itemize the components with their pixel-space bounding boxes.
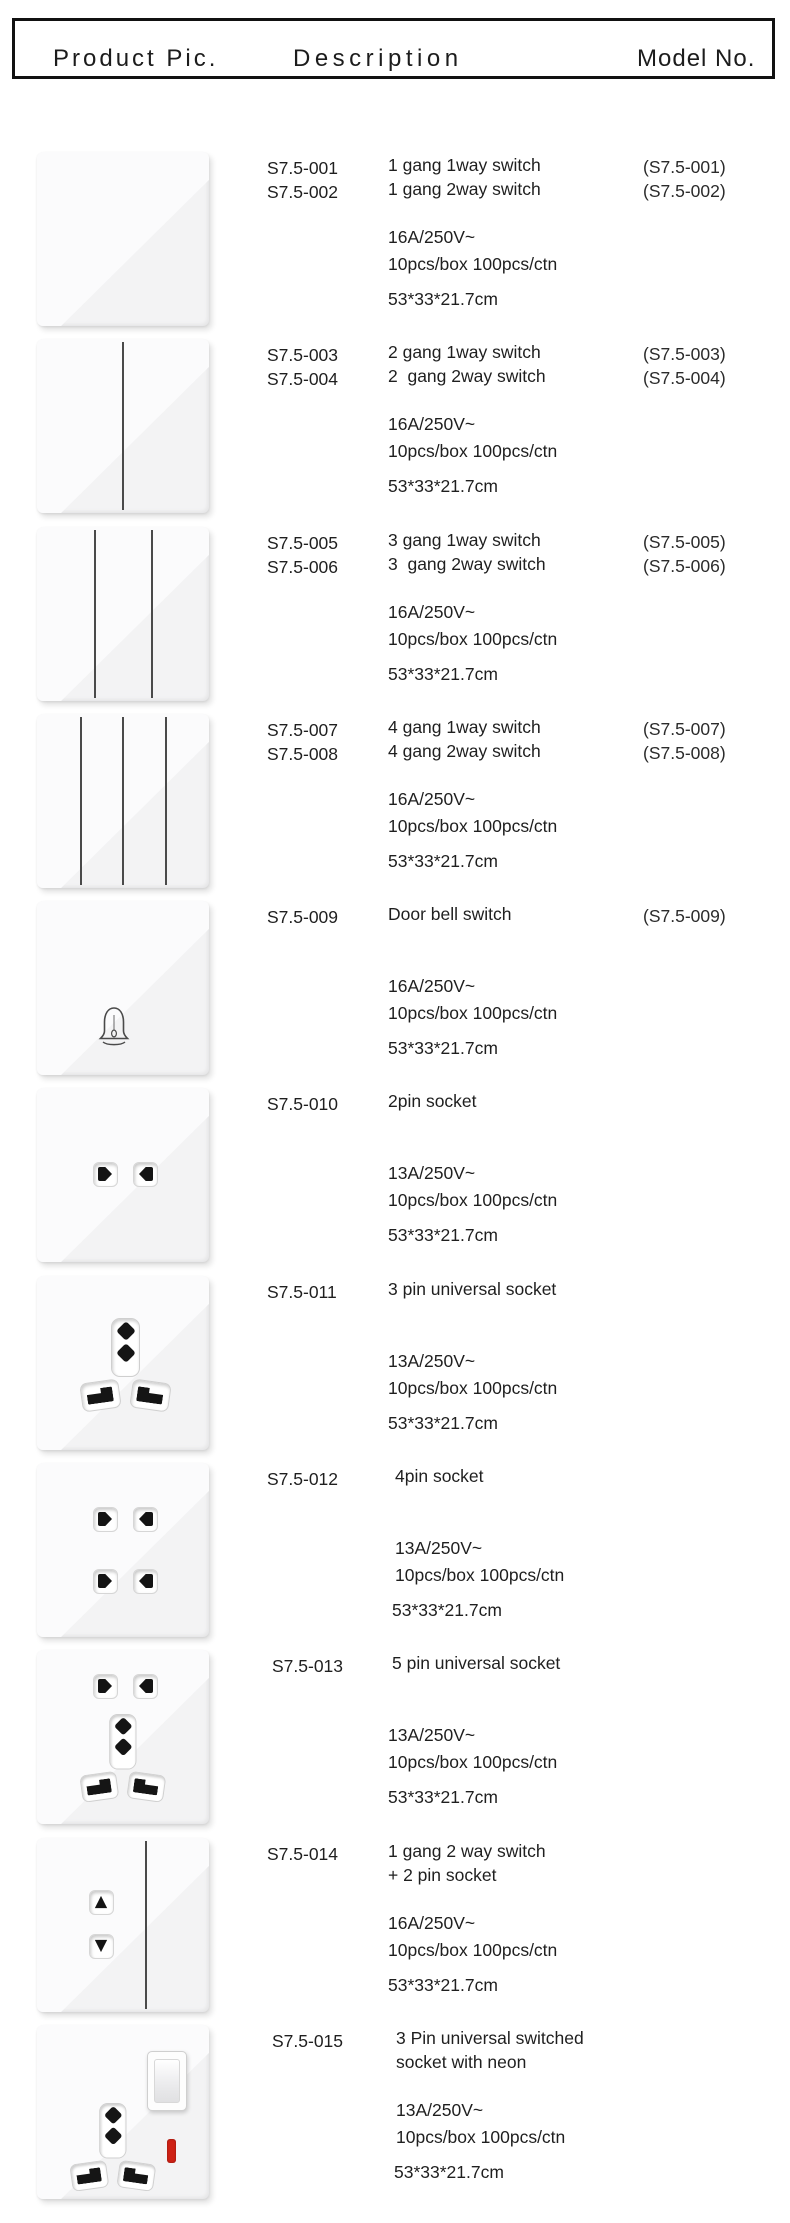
model-number: (S7.5-009) (643, 906, 726, 926)
product-image-5-pin-universal-socket (37, 1650, 209, 1824)
product-row (0, 527, 790, 703)
product-rating: 16A/250V~ (388, 789, 476, 809)
product-packing: 10pcs/box 100pcs/ctn (388, 254, 558, 274)
product-image-switch-with-2-pin-socket (37, 1838, 209, 2012)
universal-socket-holes (81, 1318, 169, 1420)
product-description: 4 gang 2way switch (388, 741, 541, 761)
model-number: (S7.5-007) (643, 719, 726, 739)
gang-divider-line (80, 717, 82, 885)
product-packing: 10pcs/box 100pcs/ctn (388, 441, 558, 461)
product-code: S7.5-015 (272, 2031, 344, 2051)
product-code: S7.5-014 (267, 1844, 339, 1864)
product-carton-size: 53*33*21.7cm (388, 664, 498, 684)
product-description: + 2 pin socket (388, 1865, 497, 1885)
product-row (0, 1838, 790, 2014)
product-description: 3 pin universal socket (388, 1279, 557, 1299)
table-header (12, 18, 775, 79)
product-packing: 10pcs/box 100pcs/ctn (388, 629, 558, 649)
product-code: S7.5-002 (267, 182, 339, 202)
product-carton-size: 53*33*21.7cm (388, 1975, 498, 1995)
product-code: S7.5-003 (267, 345, 339, 365)
product-description: 2 gang 2way switch (388, 366, 546, 386)
product-code: S7.5-012 (267, 1469, 339, 1489)
product-image-2-pin-socket (37, 1088, 209, 1262)
gang-divider-line (165, 717, 167, 885)
column-header-model-no: Model No. (637, 45, 756, 72)
column-header-description: Description (293, 45, 463, 72)
product-packing: 10pcs/box 100pcs/ctn (395, 1565, 565, 1585)
pin-hole (93, 1162, 118, 1187)
product-rating: 13A/250V~ (388, 1351, 476, 1371)
product-row (0, 1463, 790, 1639)
product-row (0, 2025, 790, 2201)
doorbell-icon (93, 1003, 135, 1051)
model-number: (S7.5-002) (643, 181, 726, 201)
product-packing: 10pcs/box 100pcs/ctn (396, 2127, 566, 2147)
pin-hole (133, 1674, 158, 1699)
product-code: S7.5-008 (267, 744, 339, 764)
product-packing: 10pcs/box 100pcs/ctn (388, 1378, 558, 1398)
pin-hole (133, 1507, 158, 1532)
product-image-1-gang-switch (37, 152, 209, 326)
product-code: S7.5-011 (267, 1282, 337, 1302)
rocker-switch (147, 2051, 187, 2111)
product-code: S7.5-005 (267, 533, 339, 553)
product-carton-size: 53*33*21.7cm (388, 1225, 498, 1245)
model-number: (S7.5-006) (643, 556, 726, 576)
product-image-3-pin-universal-socket (37, 1276, 209, 1450)
product-code: S7.5-001 (267, 158, 339, 178)
gang-divider-line (122, 717, 124, 885)
pin-hole (93, 1507, 118, 1532)
product-carton-size: 53*33*21.7cm (392, 1600, 502, 1620)
product-description: socket with neon (396, 2052, 527, 2072)
model-number: (S7.5-004) (643, 368, 726, 388)
product-row (0, 714, 790, 890)
gang-divider-line (122, 342, 124, 510)
model-number: (S7.5-001) (643, 157, 726, 177)
product-code: S7.5-004 (267, 369, 339, 389)
product-carton-size: 53*33*21.7cm (388, 851, 498, 871)
product-row (0, 901, 790, 1077)
product-image-door-bell-switch (37, 901, 209, 1075)
product-packing: 10pcs/box 100pcs/ctn (388, 1190, 558, 1210)
product-rating: 16A/250V~ (388, 227, 476, 247)
product-image-3-gang-switch (37, 527, 209, 701)
pin-hole (89, 1890, 114, 1915)
product-description: 2 gang 1way switch (388, 342, 541, 362)
universal-socket-holes (71, 2103, 154, 2199)
product-code: S7.5-013 (272, 1656, 344, 1676)
product-rating: 16A/250V~ (388, 414, 476, 434)
product-description: 3 gang 2way switch (388, 554, 546, 574)
product-description: Door bell switch (388, 904, 512, 924)
product-carton-size: 53*33*21.7cm (388, 1038, 498, 1058)
product-rating: 13A/250V~ (395, 1538, 483, 1558)
product-carton-size: 53*33*21.7cm (394, 2162, 504, 2182)
product-code: S7.5-007 (267, 720, 339, 740)
product-carton-size: 53*33*21.7cm (388, 1787, 498, 1807)
product-description: 5 pin universal socket (392, 1653, 561, 1673)
model-number: (S7.5-008) (643, 743, 726, 763)
product-row (0, 1088, 790, 1264)
product-carton-size: 53*33*21.7cm (388, 289, 498, 309)
product-description: 1 gang 2 way switch (388, 1841, 546, 1861)
product-description: 3 gang 1way switch (388, 530, 541, 550)
gang-divider-line (94, 530, 96, 698)
product-rating: 16A/250V~ (388, 976, 476, 996)
product-image-2-gang-switch (37, 339, 209, 513)
pin-hole (93, 1569, 118, 1594)
column-header-product-pic: Product Pic. (53, 45, 219, 72)
product-row (0, 1276, 790, 1452)
product-code: S7.5-009 (267, 907, 339, 927)
product-code: S7.5-010 (267, 1094, 339, 1114)
product-packing: 10pcs/box 100pcs/ctn (388, 816, 558, 836)
model-number: (S7.5-005) (643, 532, 726, 552)
product-packing: 10pcs/box 100pcs/ctn (388, 1940, 558, 1960)
product-row (0, 1650, 790, 1826)
product-rating: 16A/250V~ (388, 602, 476, 622)
product-image-4-gang-switch (37, 714, 209, 888)
product-description: 4pin socket (395, 1466, 484, 1486)
product-image-4-pin-socket (37, 1463, 209, 1637)
product-packing: 10pcs/box 100pcs/ctn (388, 1003, 558, 1023)
gang-divider-line (151, 530, 153, 698)
product-carton-size: 53*33*21.7cm (388, 1413, 498, 1433)
product-rating: 13A/250V~ (396, 2100, 484, 2120)
pin-hole (93, 1674, 118, 1699)
product-description: 2pin socket (388, 1091, 477, 1111)
pin-hole (89, 1934, 114, 1959)
universal-socket-holes (81, 1714, 164, 1810)
product-image-switched-socket-with-neon (37, 2025, 209, 2199)
product-code: S7.5-006 (267, 557, 339, 577)
product-rating: 13A/250V~ (388, 1163, 476, 1183)
product-carton-size: 53*33*21.7cm (388, 476, 498, 496)
product-description: 3 Pin universal switched (396, 2028, 584, 2048)
pin-hole (133, 1162, 158, 1187)
product-packing: 10pcs/box 100pcs/ctn (388, 1752, 558, 1772)
product-row (0, 339, 790, 515)
product-description: 4 gang 1way switch (388, 717, 541, 737)
product-rating: 13A/250V~ (388, 1725, 476, 1745)
pin-hole (133, 1569, 158, 1594)
neon-indicator (167, 2139, 176, 2163)
product-rating: 16A/250V~ (388, 1913, 476, 1933)
gang-divider-line (145, 1841, 147, 2009)
model-number: (S7.5-003) (643, 344, 726, 364)
product-description: 1 gang 1way switch (388, 155, 541, 175)
product-row (0, 152, 790, 328)
product-description: 1 gang 2way switch (388, 179, 541, 199)
